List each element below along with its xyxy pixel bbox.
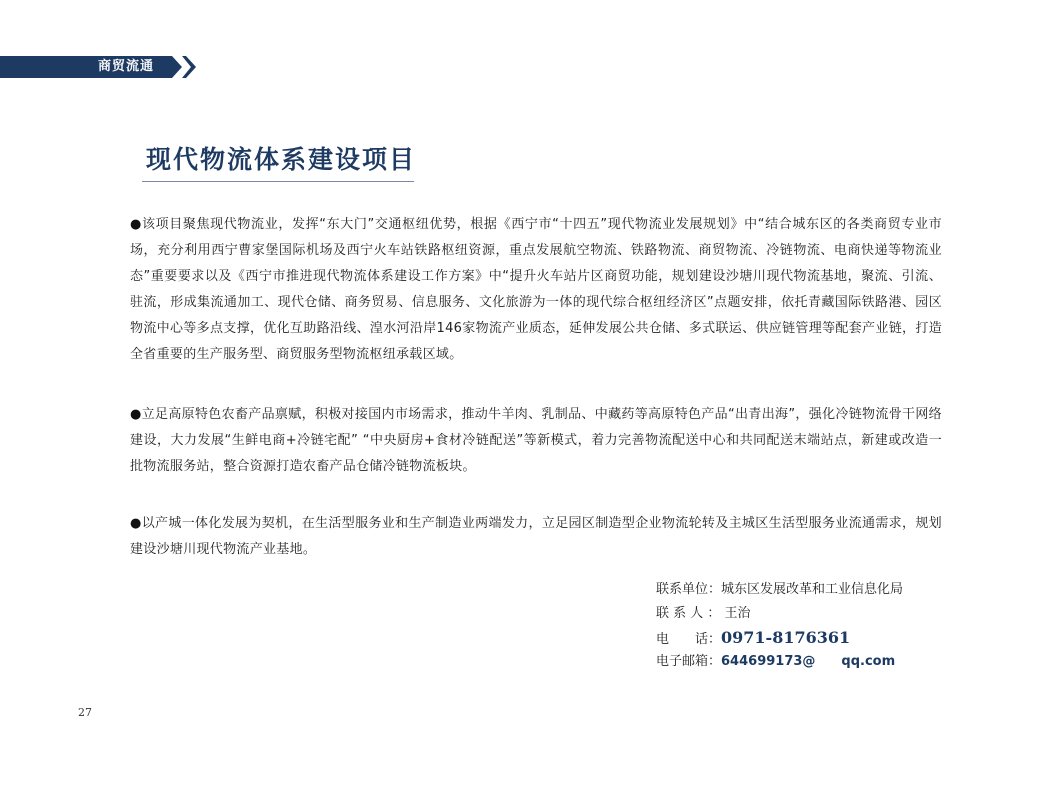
section-label: 商贸流通 xyxy=(98,59,155,74)
paragraph-1 xyxy=(130,212,942,368)
contact-person-label: 联 系 人 ： xyxy=(656,606,721,621)
bullet-icon: ● xyxy=(130,217,142,232)
paragraph-text: 该项目聚焦现代物流业，发挥“东大门”交通枢纽优势，根据《西宁市“十四五”现代物流业发展规划》中“结合城东区的各类商贸专业市场，充分利用西宁曹家堡国际机场及西宁火车站铁路枢纽资源，重点发展航空物流、铁路物流、商贸物流、冷链物流、电商快递等物流业态”重要要求以及《西宁市推进现代物流体系建设工作方案》中“提升火车站片区商贸功能，规划建设沙塘川现代物流基地，聚流、引流、驻流，形成集流通加工、现代仓储、商务贸易、信息服务、文化旅游为一体的现代综合枢纽经济区”点题安排，依托青藏国际铁路港、园区物流中心等多点支撑，优化互助路沿线、湟水河沿岸146家物流产业质态，延伸发展公共仓储、多式联运、供应链管理等配套产业链，打造全省重要的生产服务型、商贸服务型物流枢纽承载区域。 xyxy=(130,217,942,362)
contact-person-value: 王治 xyxy=(724,606,751,621)
contact-phone-label: 电 话： xyxy=(656,632,722,647)
contact-unit-value: 城东区发展改革和工业信息化局 xyxy=(721,582,904,597)
contact-phone-value: 0971-8176361 xyxy=(721,628,851,647)
section-banner xyxy=(0,56,182,78)
paragraph-text: 立足高原特色农畜产品禀赋，积极对接国内市场需求，推动牛羊肉、乳制品、中藏药等高原特色产品“出青出海”，强化冷链物流骨干网络建设，大力发展“生鲜电商+冷链宅配” “中央厨房+食材冷链配送”等新模式，着力完善物流配送中心和共同配送末端站点，新建或改造一批物流服务站，整合资源打造农畜产品仓储冷链物流板块。 xyxy=(130,407,942,474)
contact-email-row xyxy=(656,650,956,674)
paragraph-2 xyxy=(130,402,942,480)
paragraph-3 xyxy=(130,511,942,563)
contact-phone-row xyxy=(656,626,956,650)
chevron-right-icon xyxy=(182,56,196,78)
page-title: 现代物流体系建设项目 xyxy=(146,145,417,174)
contact-person-row xyxy=(656,602,956,626)
title-underline xyxy=(142,181,414,182)
bullet-icon: ● xyxy=(130,516,142,531)
contact-email-label: 电子邮箱： xyxy=(656,654,722,669)
bullet-icon: ● xyxy=(130,407,142,422)
contact-email-value: 644699173@ qq.com xyxy=(721,654,896,669)
paragraph-text: 以产城一体化发展为契机，在生活型服务业和生产制造业两端发力，立足园区制造型企业物流轮转及主城区生活型服务业流通需求，规划建设沙塘川现代物流产业基地。 xyxy=(130,516,942,557)
contact-unit-label: 联系单位： xyxy=(656,582,722,597)
page-number: 27 xyxy=(78,706,92,719)
contact-block xyxy=(656,578,956,674)
contact-unit-row xyxy=(656,578,956,602)
